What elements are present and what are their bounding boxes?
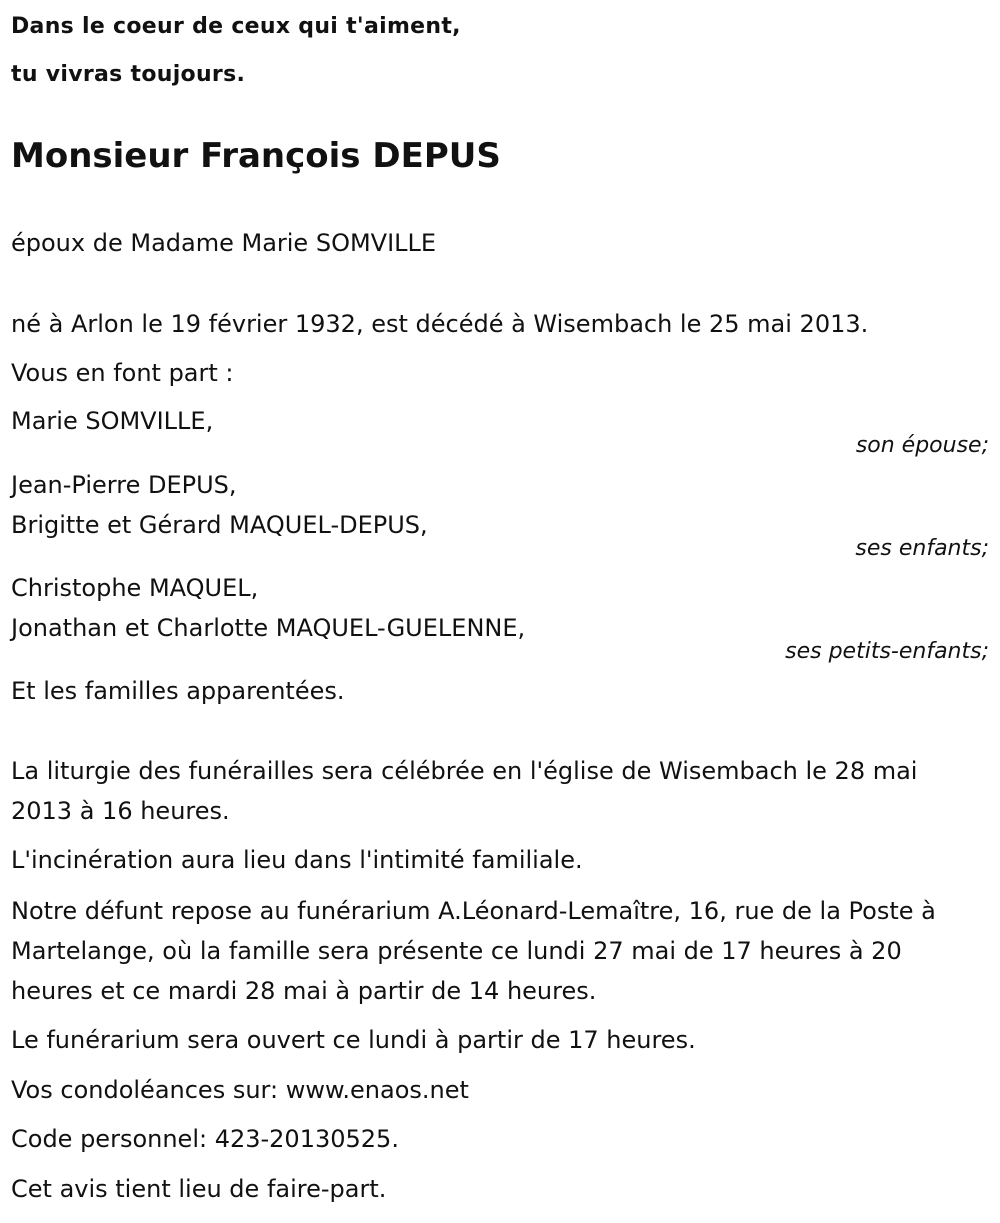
- family-member: Jean-Pierre DEPUS,: [11, 471, 237, 499]
- closing-line: Cet avis tient lieu de faire-part.: [11, 1175, 387, 1203]
- spouse-line: époux de Madame Marie SOMVILLE: [11, 229, 437, 257]
- announcement-intro: Vous en font part :: [11, 359, 234, 387]
- family-member: Marie SOMVILLE,: [11, 407, 214, 435]
- funeral-home-paragraph: Notre défunt repose au funérarium A.Léonard-Lemaître, 16, rue de la Poste à Martelange, où la famille sera présente ce lundi 27 mai de 17 heures à 20 heures et ce mardi 28 mai à partir de 14 heures.: [11, 897, 936, 1005]
- family-member: Jonathan et Charlotte MAQUEL-GUELENNE,: [11, 614, 526, 642]
- birth-death-line: né à Arlon le 19 février 1932, est décédé à Wisembach le 25 mai 2013.: [11, 310, 869, 338]
- family-role-grandchildren: ses petits-enfants;: [785, 639, 989, 664]
- personal-code-line: Code personnel: 423-20130525.: [11, 1125, 399, 1153]
- motto-line-1: Dans le coeur de ceux qui t'aiment,: [11, 14, 461, 39]
- family-member: Christophe MAQUEL,: [11, 574, 259, 602]
- related-families: Et les familles apparentées.: [11, 677, 345, 705]
- family-role-children: ses enfants;: [855, 536, 989, 561]
- motto-line-2: tu vivras toujours.: [11, 62, 246, 87]
- family-role-spouse: son épouse;: [855, 433, 989, 458]
- opening-paragraph: Le funérarium sera ouvert ce lundi à partir de 17 heures.: [11, 1026, 696, 1054]
- condolences-line: Vos condoléances sur: www.enaos.net: [11, 1076, 469, 1104]
- family-member: Brigitte et Gérard MAQUEL-DEPUS,: [11, 511, 428, 539]
- liturgy-paragraph: La liturgie des funérailles sera célébrée en l'église de Wisembach le 28 mai 2013 à 16 heures.: [11, 757, 918, 825]
- deceased-name: Monsieur François DEPUS: [11, 136, 501, 176]
- cremation-paragraph: L'incinération aura lieu dans l'intimité familiale.: [11, 846, 583, 874]
